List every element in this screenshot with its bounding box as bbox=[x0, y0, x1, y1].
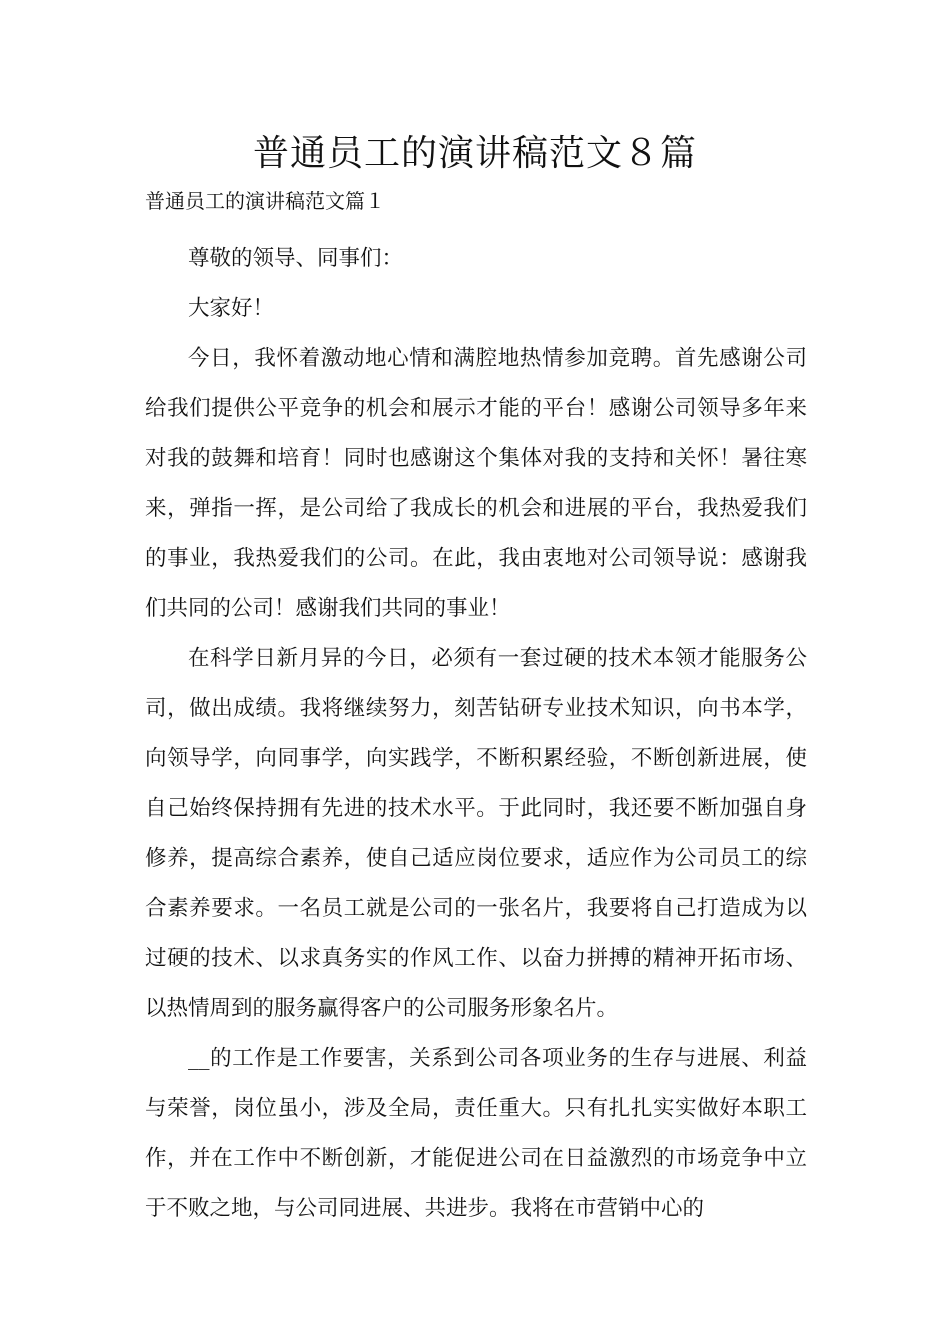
document-subtitle: 普通员工的演讲稿范文篇１ bbox=[145, 189, 385, 213]
paragraph-thanks: 今日，我怀着激动地心情和满腔地热情参加竞聘。首先感谢公司给我们提供公平竞争的机会和展示才能的平台！感谢公司领导多年来对我的鼓舞和培育！同时也感谢这个集体对我的支持和关怀！暑往寒来，弹指一挥，是公司给了我成长的机会和进展的平台，我热爱我们的事业，我热爱我们的公司。在此，我由衷地对公司领导说：感谢我们共同的公司！感谢我们共同的事业！ bbox=[145, 346, 807, 621]
paragraph-role: __的工作是工作要害，关系到公司各项业务的生存与进展、利益与荣誉，岗位虽小，涉及全局，责任重大。只有扎扎实实做好本职工作，并在工作中不断创新，才能促进公司在日益激烈的市场竞争中立于不败之地，与公司同进展、共进步。我将在市营销中心的 bbox=[145, 1046, 807, 1221]
paragraph-hello: 大家好！ bbox=[188, 296, 275, 321]
paragraph-greeting: 尊敬的领导、同事们： bbox=[188, 246, 404, 271]
document-title: 普通员工的演讲稿范文８篇 bbox=[252, 133, 697, 174]
paragraph-skills: 在科学日新月异的今日，必须有一套过硬的技术本领才能服务公司，做出成绩。我将继续努力，刻苦钻研专业技术知识，向书本学，向领导学，向同事学，向实践学，不断积累经验，不断创新进展，使自己始终保持拥有先进的技术水平。于此同时，我还要不断加强自身修养，提高综合素养，使自己适应岗位要求，适应作为公司员工的综合素养要求。一名员工就是公司的一张名片，我要将自己打造成为以过硬的技术、以求真务实的作风工作、以奋力拼搏的精神开拓市场、以热情周到的服务赢得客户的公司服务形象名片。 bbox=[145, 646, 807, 1021]
document-body bbox=[145, 234, 807, 1234]
